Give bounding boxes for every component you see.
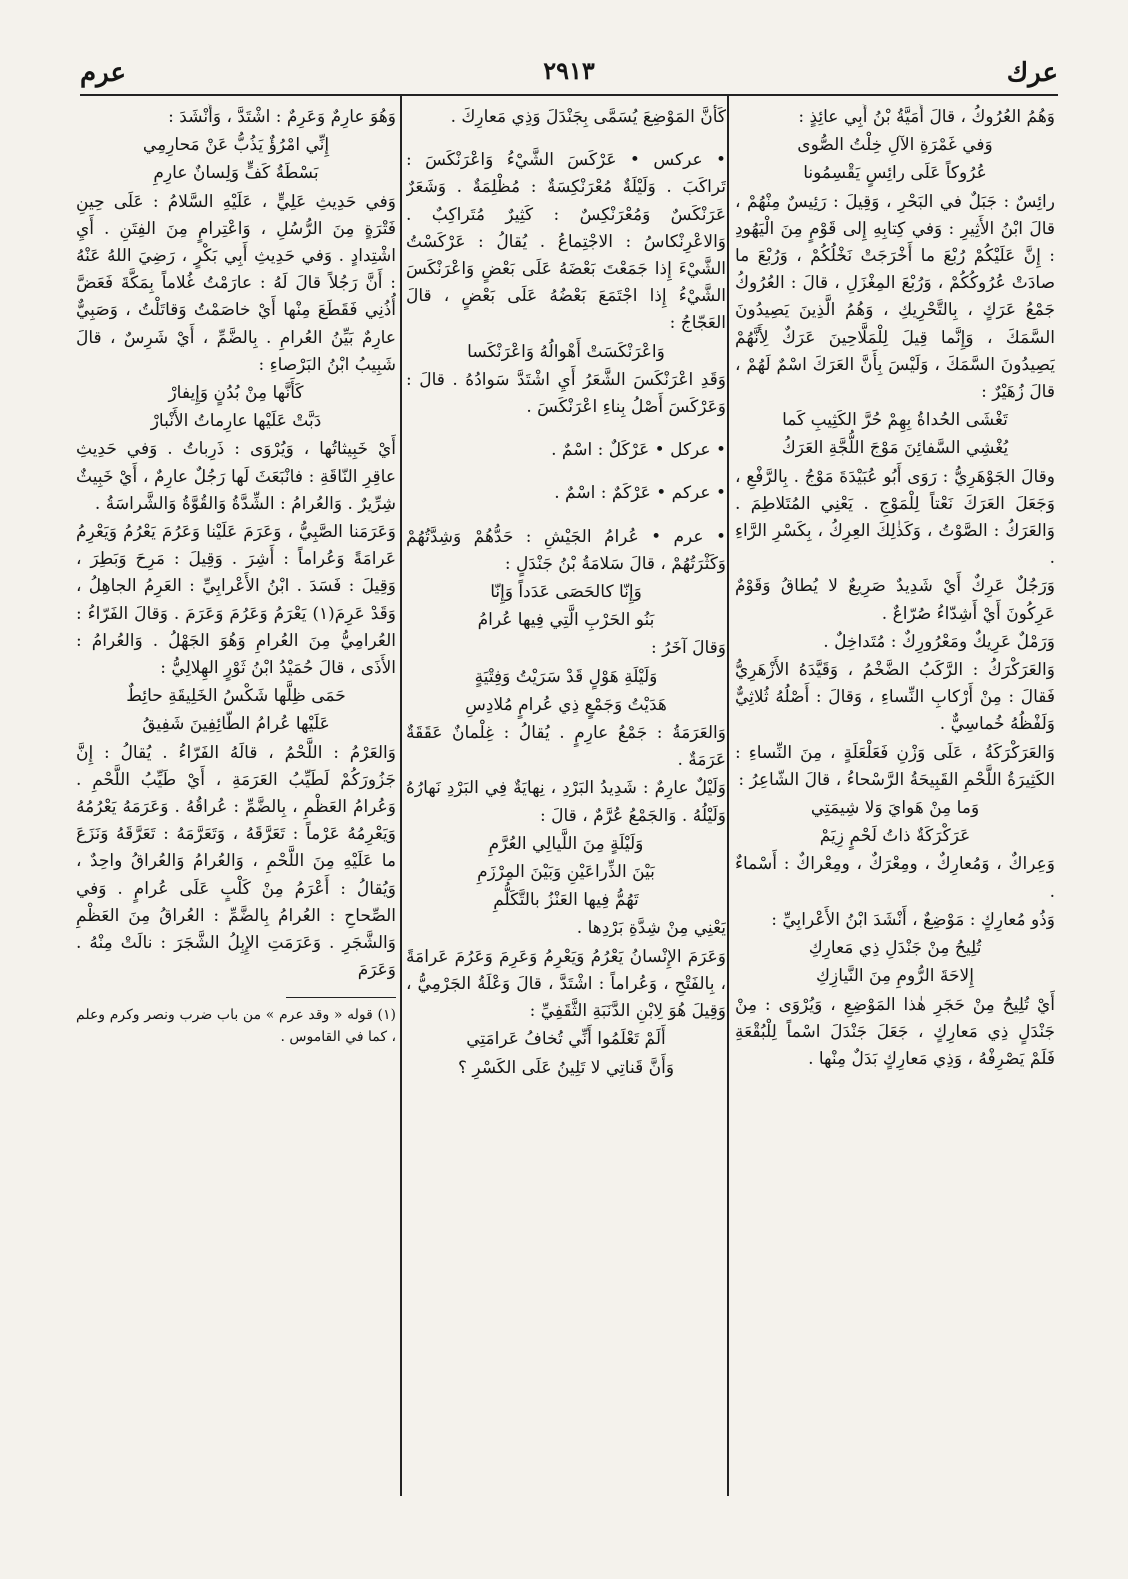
- paragraph: وَالعَرَكْرَكُ : الرَّكَبُ الضَّخْمُ ، وَقَيَّدَهُ الأَزْهَرِيُّ فَقالَ : مِنْ أَرْكابِ النِّساءِ ، وَقالَ : أَصْلُهُ ثُلاثِيٌّ وَلَفْظُهُ خُماسِيٌّ .: [735, 660, 1055, 735]
- verse-line: دَبَّتْ عَلَيْها عارِماتُ الأَنْبارْ: [150, 411, 322, 432]
- paragraph: وَهُمُ العُرُوكُ ، قالَ أُمَيَّةُ بْنُ أَبِي عائِذٍ :: [798, 107, 1055, 127]
- paragraph: وَعَرَمَنا الصَّبِيُّ ، وَعَرَمَ عَلَيْنا وَعَرُمَ يَعْرُمُ وَيَعْرِمُ عَرامَةً وَعُراماً : أَشِرَ . وَقِيلَ : مَرِحَ وَبَطِرَ ، وَقِيلَ : فَسَدَ . ابْنُ الأَعْرابِيِّ : العَرِمُ الجاهِلُ ، وَقَدْ عَرِمَ(١) يَعْرَمُ وَعَرُمَ وَعَرَمَ . وَقالَ الفَرّاءُ : العُرامِيُّ مِنَ العُرامِ وَهُوَ الجَهْلُ . وَالعُرامُ : الأَذَى ، قالَ حُمَيْدُ ابْنُ ثَوْرٍ الهِلالِيُّ :: [76, 522, 396, 679]
- paragraph: رائِسٌ : جَبَلٌ في البَحْرِ ، وَقِيلَ : رَئِيسٌ مِنْهُمْ ، قالَ ابْنُ الأَثِيرِ : وَفي كِتابِهِ إِلى قَوْمٍ مِنَ الْيَهُودِ : إِنَّ عَلَيْكُمْ رُبْعَ ما أَخْرَجَتْ نَخْلُكُمْ ، وَرُبْعَ ما صادَتْ عُرُوكُكُمْ ، وَرُبْعَ المِغْزَلِ ، قالَ : العُرُوكُ جَمْعُ عَرَكٍ ، بِالتَّحْرِيكِ ، وَهُمُ الَّذِينَ يَصِيدُونَ السَّمَكَ ، وَإِنَّما قِيلَ لِلْمَلَّاحِينَ عَرَكٌ لِأَنَّهُمْ يَصِيدُونَ السَّمَكَ ، وَلَيْسَ بِأَنَّ العَرَكَ اسْمٌ لَهُمْ ، قالَ زُهَيْرٌ :: [735, 191, 1055, 403]
- verse-line: هَدَيْتُ وَجَمْعٍ ذِي عُرامٍ مُلادِسِ: [465, 694, 667, 715]
- verse-line: يُغْشِي السَّفائِنَ مَوْجَ اللُّجَّةِ العَرَكُ: [781, 438, 1009, 459]
- header-rule: [80, 94, 1058, 96]
- paragraph: وَرَجُلٌ عَرِكٌ أَيْ شَدِيدٌ صَرِيعٌ لا يُطاقُ وَقَوْمٌ عَرِكُونَ أَيْ أَشِدّاءُ صُرّاعٌ .: [735, 576, 1055, 624]
- paragraph: وَقَدِ اعْرَنْكَسَ الشَّعَرُ أَيِ اشْتَدَّ سَوادُهُ . قالَ : وَعَرْكَسَ أَصْلُ بِناءِ اعْرَنْكَسَ .: [406, 369, 726, 418]
- verse-line: كَأَنَّها مِنْ بُدُنٍ وَإِيفارْ: [168, 383, 304, 404]
- header-root-left: عرم: [80, 58, 126, 88]
- entry-aram: • عرم • عُرامُ الجَيْشِ : حَدُّهُمْ وَشِدَّتُهُمْ وَكَثْرَتُهُمْ ، قالَ سَلامَةُ بْنُ جَنْدَلٍ :: [406, 526, 726, 574]
- paragraph: وَرَمْلٌ عَرِيكٌ ومَعْرُورِكٌ : مُتَداخِلٌ .: [823, 631, 1055, 652]
- verse-line: بَيْنَ الذِّراعَيْنِ وَبَيْنَ المِرْزَمِ: [477, 862, 655, 883]
- verse-line: أَلَمْ تَعْلَمُوا أَنِّي تُخافُ عَرامَتِي: [466, 1029, 666, 1050]
- paragraph: وَلَيْلٌ عارِمٌ : شَدِيدُ البَرْدِ ، نِهايَةٌ فِي البَرْدِ نَهارُهُ وَلَيْلُهُ . وَالجَمْعُ عُرَّمٌ ، قالَ :: [406, 778, 726, 826]
- text-column-middle: [406, 104, 726, 1494]
- page-number: ٢٩١٣: [543, 56, 595, 85]
- paragraph: كَأَنَّ المَوْضِعَ يُسَمَّى بِجَنْدَلَ وَذِي مَعارِكَ .: [450, 107, 726, 127]
- verse-line: عُرُوكاً عَلَى رائِسٍ يَقْسِمُونا: [803, 163, 987, 184]
- verse-line: تَغْشَى الحُداةُ بِهِمْ حُرَّ الكَثِيبِ كَما: [782, 410, 1008, 431]
- page-header: [80, 52, 1058, 92]
- verse-line: بَنُو الحَرْبِ الَّتِي فِيها عُرامُ: [477, 610, 655, 631]
- header-root-right: عرك: [1006, 58, 1058, 88]
- entry-arkas: • عركس • عَرْكَسَ الشَّيْءُ وَاعْرَنْكَسَ : تَراكَبَ . وَلَيْلَةٌ مُعْرَنْكِسَةٌ : مُظْلِمَةٌ . وَشَعَرٌ عَرَنْكَسٌ وَمُعْرَنْكِسٌ : كَثِيرٌ مُتَراكِبٌ . وَالاعْرِنْكاسُ : الاجْتِماعُ . يُقالُ : عَرْكَسْتُ الشَّيْءَ إِذا جَمَعْتَ بَعْضَهُ عَلَى بَعْضٍ وَاعْرَنْكَسَ الشَّيْءُ إِذا اجْتَمَعَ بَعْضُهُ عَلَى بَعْضٍ ، قالَ العَجّاجُ :: [406, 150, 726, 334]
- verse-line: إِنِّي امْرُؤٌ يَذُبُّ عَنْ مَحارِمِي: [142, 135, 330, 156]
- verse-line: وَاعْرَنْكَسَتْ أَهْوالُهُ وَاعْرَنْكَسا: [467, 341, 665, 362]
- verse-line: تَهُمُّ فِيها العَنْزُ بالتَّكَلُّمِ: [493, 890, 639, 911]
- paragraph: وَعَرَمَ الإِنْسانُ يَعْرُمُ وَيَعْرِمُ وَعَرِمَ وَعَرُمَ عَرامَةً ، بِالفَتْحِ ، وَعُراماً : اشْتَدَّ ، قالَ وَعْلَةُ الجَرْمِيُّ ، وَقِيلَ هُوَ لِابْنِ الدَّنَبَةِ الثَّقَفِيِّ :: [406, 946, 726, 1022]
- verse-line: إِلاحَةَ الرُّومِ مِنَ النَّيازِكِ: [816, 966, 974, 987]
- verse-line: وَما مِنْ هَوايَ وَلا شِيمَتِي: [810, 798, 980, 819]
- verse-line: بَسْطَةُ كَفٍّ وَلِسانٌ عارِمِ: [153, 163, 319, 184]
- paragraph: وَقالَ آخَرُ :: [650, 638, 726, 659]
- verse-line: تُلِيحُ مِنْ جَنْدَلِ ذِي مَعارِكِ: [808, 938, 982, 959]
- paragraph: وَفي حَدِيثِ عَلِيٍّ ، عَلَيْهِ السَّلامُ : عَلَى حِينِ فَتْرَةٍ مِنَ الرُّسُلِ ، وَاعْتِرامٍ مِنَ الفِتَنِ . أَيِ اشْتِدادٍ . وَفي حَدِيثِ أَبِي بَكْرٍ ، رَضِيَ اللهُ عَنْهُ : أَنَّ رَجُلاً قالَ لَهُ : عارَمْتُ غُلاماً بِمَكَّةَ فَعَضَّ أُذُنِي فَقَطَعَ مِنْها أَيْ خاصَمْتُ وَقاتَلْتُ ، وَصَبِيٌّ عارِمٌ بَيِّنُ العُرامِ . بِالضَّمِّ ، أَيْ شَرِسٌ ، قالَ شَبِيبُ ابْنُ البَرْصاءِ :: [76, 191, 396, 375]
- verse-line: وَلَيْلَةِ هَوْلٍ قَدْ سَرَيْتُ وَفِتْيَةٍ: [474, 666, 658, 687]
- verse-line: وَإِنّا كالحَصَى عَدَداً وَإِنّا: [490, 582, 642, 603]
- verse-line: حَمَى ظِلَّها شَكْسُ الخَلِيقَةِ حائِطٌ: [126, 686, 346, 707]
- column-divider: [727, 96, 729, 1496]
- entry-arkam: • عركم • عَرْكَمٌ : اسْمٌ .: [554, 483, 726, 504]
- footnote-rule: [286, 997, 396, 998]
- verse-line: وَفي غَمْرَةِ الآلِ خِلْتُ الصُّوى: [797, 135, 993, 156]
- text-column-right: [735, 104, 1055, 1494]
- text-column-left: [76, 104, 396, 1494]
- paragraph: وَالعَرْمُ : اللَّحْمُ ، قالَهُ الفَرّاءُ . يُقالُ : إِنَّ جَزُورَكُمْ لَطَيِّبُ العَرَمَةِ ، أَيْ طَيِّبُ اللَّحْمِ . وَعُرامُ العَظْمِ ، بِالضَّمِّ : عُراقُهُ . وَعَرَمَهُ يَعْرُمُهُ وَيَعْرِمُهُ عَرْماً : تَعَرَّقَهُ ، وَتَعَرَّمَهُ : تَعَرَّقَهُ وَنَزَعَ ما عَلَيْهِ مِنَ اللَّحْمِ ، وَالعُرامُ وَالعُراقُ واحِدٌ ، وَيُقالُ : أَعْرَمُ مِنْ كَلْبٍ عَلَى عُرامٍ . وَفي الصِّحاحِ : العُرامُ بِالضَّمِّ : العُراقُ مِنَ العَظْمِ وَالشَّجَرِ . وَعَرَمَتِ الإِبِلُ الشَّجَرَ : نالَتْ مِنْهُ . وَعَرَمَ: [76, 742, 396, 981]
- paragraph: وقالَ الجَوْهَرِيُّ : رَوَى أَبُو عُبَيْدَةَ مَوْجُ . بِالرَّفْعِ ، وَجَعَلَ العَرَكَ نَعْتاً لِلْمَوْجِ . يَعْنِي المُتَلاطِمَ . وَالعَرَكُ : الصَّوْتُ ، وَكَذٰلِكَ العِرِكُ ، بِكَسْرِ الرَّاءِ .: [735, 466, 1055, 569]
- paragraph: أَيْ تُلِيحُ مِنْ حَجَرِ هٰذا المَوْضِعِ ، وَيُرْوَى : مِنْ جَنْدَلٍ ذِي مَعارِكٍ ، جَعَلَ جَنْدَلَ اسْماً لِلْبُقْعَةِ فَلَمْ يَصْرِفْهُ ، وَذِي مَعارِكٍ بَدَلٌ مِنْها .: [735, 994, 1055, 1069]
- column-divider: [400, 96, 402, 1496]
- paragraph: يَعْنِي مِنْ شِدَّةِ بَرْدِها .: [576, 918, 726, 939]
- paragraph: وَهُوَ عارِمٌ وَعَرِمٌ : اشْتَدَّ ، وَأَنْشَدَ :: [168, 107, 396, 127]
- paragraph: أَيْ خَبِيثاتُها ، وَيُرْوَى : ذَرِباتُ . وَفي حَدِيثِ عاقِرِ النّاقَةِ : فانْبَعَثَ لَها رَجُلٌ عارِمٌ ، أَيْ خَبِيثٌ شِرِّيرٌ . وَالعُرامُ : الشِّدَّةُ وَالقُوَّةُ وَالشَّراسَةُ .: [76, 439, 396, 514]
- footnote: (١) قوله « وقد عرم » من باب ضرب ونصر وكرم وعلم ، كما في القاموس .: [76, 1006, 396, 1045]
- paragraph: وَالعَرَكْرَكَةُ ، عَلَى وَزْنِ فَعَلْعَلَةٍ ، مِنَ النِّساءِ : الكَثِيرَةُ اللَّحْمِ القَبِيحَةُ الرَّسْحاءُ ، قالَ الشّاعِرُ :: [735, 742, 1055, 790]
- verse-line: عَرَكْرَكَةٌ ذاتُ لَحْمٍ زِيَمْ: [819, 826, 971, 847]
- verse-line: عَلَيْها عُرامُ الطّائِفِينَ شَفِيقُ: [142, 714, 330, 735]
- paragraph: وَالعَرَمَةُ : جَمْعُ عارِمٍ . يُقالُ : غِلْمانٌ عَقَقَةٌ عَرَمَةٌ .: [406, 723, 726, 771]
- entry-arkal: • عركل • عَرْكَلٌ : اسْمٌ .: [551, 440, 726, 461]
- verse-line: وَلَيْلَةٍ مِنَ اللَّيالِي العُرَّمِ: [488, 833, 644, 854]
- verse-line: وَأَنَّ قَناتِي لا تَلِينُ عَلَى الكَسْرِ ؟: [457, 1057, 675, 1078]
- paragraph: وَذُو مُعارِكٍ : مَوْضِعٌ ، أَنْشَدَ ابْنُ الأَعْرابِيِّ :: [771, 909, 1055, 930]
- paragraph: وَعِراكٌ ، وَمُعارِكٌ ، ومِعْرَكٌ ، ومِعْراكٌ : أَسْماءٌ .: [735, 854, 1055, 902]
